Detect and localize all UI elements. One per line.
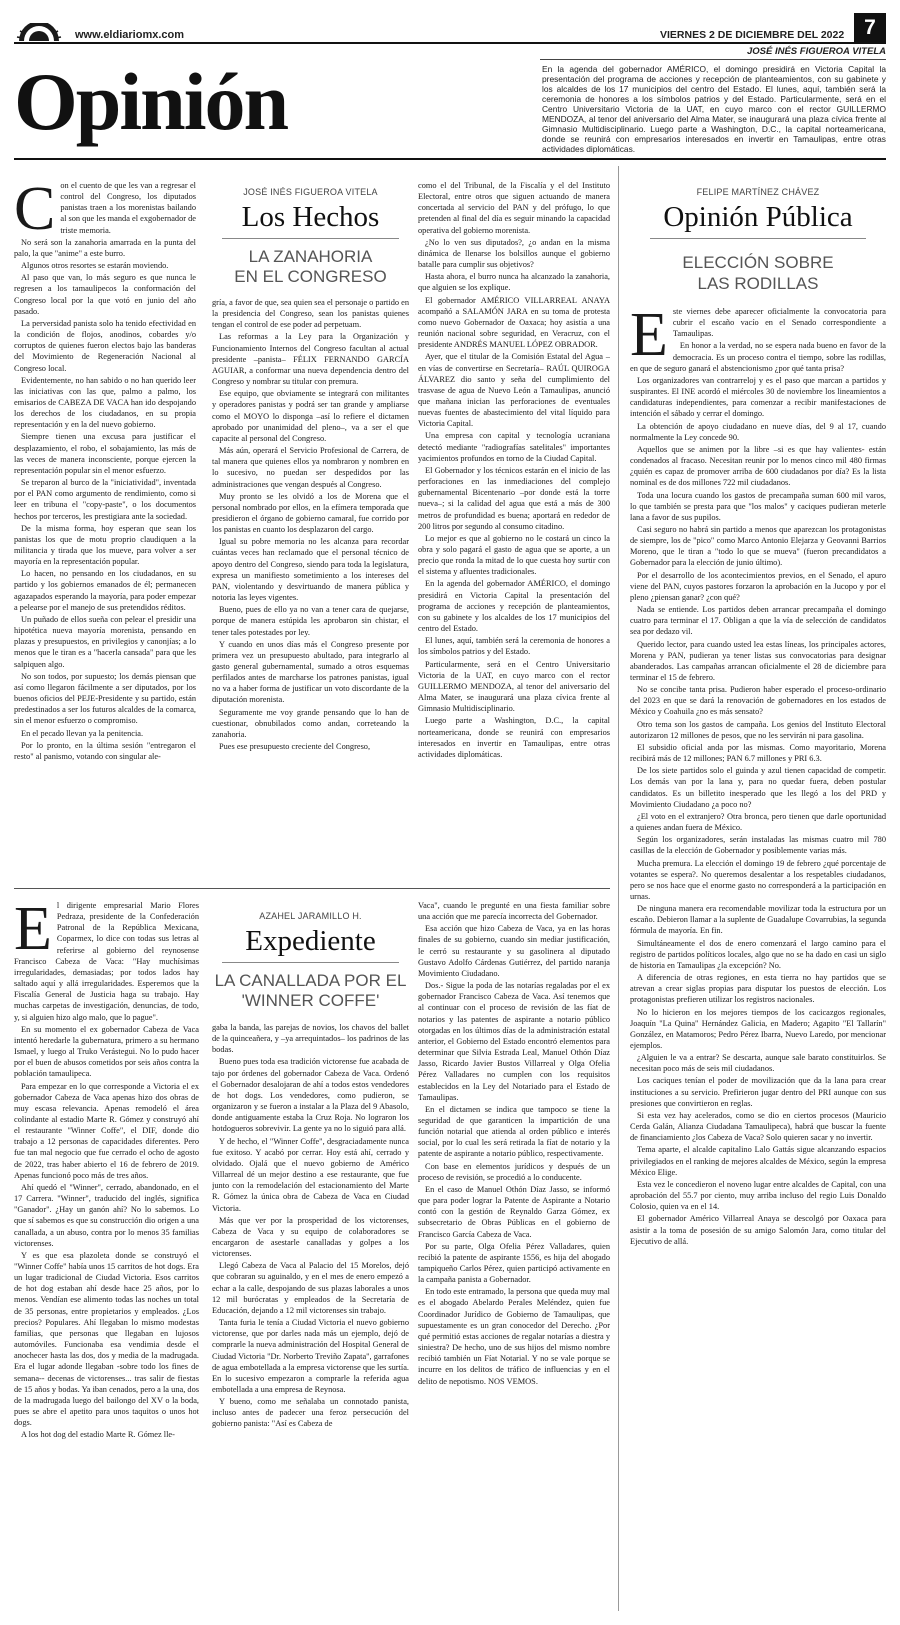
paragraph: Si esta vez hay acelerados, como se dio en ciertos procesos (Mauricio Cerda Galán, Alianza Ciudadana Tamaulipeca), habrá que buscar la fuente de financiamiento ¿los Cabeza de Vaca? Solo quieren sacar y no invertir. [630, 1110, 886, 1143]
los-hechos-author: JOSÉ INÉS FIGUEROA VITELA [243, 187, 378, 197]
paragraph: Lo hacen, no pensando en los ciudadanos, en su partido y los gobiernos emanados de él; permanecen agazapados esperando la mayoría, para poder empezar a pelearse por el manejo de sus pretendidos réditos. [14, 569, 196, 612]
paragraph: Aquellos que se animen por la libre –si es que hay valientes- están condenados al fracaso. Necesitan reunir por lo menos cinco mil 480 firmas ¿quién es capaz de promover arriba de 600 ciudadanos por día? Es la lista nominal es de dos millones 722 mil ciudadanos. [630, 444, 886, 488]
paragraph: En todo este entramado, la persona que queda muy mal es el abogado Abelardo Perales Meléndez, quien fue Coordinador Jurídico de Gobierno de Tamaulipas, que supuestamente es un gran conocedor del Derecho. ¿Por qué permitió estas acciones de regalar notarías a diestra y siniestra? De hecho, uno de sus hijos del mismo nombre recibió también un Fíat Notarial. Y no se vale porque se incurre en los delitos de tráfico de influencias y en el delito de nepotismo. NOS VEMOS. [418, 1287, 610, 1386]
paragraph: En la agenda del gobernador AMÉRICO, el domingo presidirá en Victoria Capital la presentación del programa de acciones y recepción de planteamientos, con su gabinete y los alcaldes de los 17 municipios del centro del Estado. [418, 579, 610, 634]
los-hechos-title-rule [222, 238, 399, 239]
los-hechos-col3 [418, 180, 610, 886]
expediente-subtitle-1: LA CANALLADA POR EL [214, 971, 407, 990]
paragraph: Y de hecho, el "Winner Coffe", desgraciadamente nunca fue exitoso. Y acabó por cerrar. Hoy está ahí, cerrado y olvidado. Ojalá que el nuevo gobierno de Américo Villarreal dé un mejor destino a ese restaurante, que fue junto con la remodelación del estacionamiento del Marte R. Gómez la única obra de Cabeza de Vaca en Ciudad Victoria. [212, 1136, 409, 1213]
paragraph: Siempre tienen una excusa para justificar el desplazamiento, el robo, el sobajamiento, las más de las veces de manera inconsciente, porque ejercen la representación popular sin el menor esfuerzo. [14, 432, 196, 475]
paragraph: En honor a la verdad, no se espera nada bueno en favor de la democracia. Es un proceso contra el tiempo, sobre las rodillas, en que de seguro ganará el abstencionismo ¿por qué tanta prisa? [630, 341, 886, 373]
paragraph: Los caciques tenían el poder de movilización que da la lana para crear instituciones a su servicio. Prefirieron jugar dentro del PRI aunque con sus presiones que convirtieron en reglas. [630, 1076, 886, 1108]
paragraph: A los hot dog del estadio Marte R. Gómez lle- [21, 1430, 175, 1440]
paragraph: Casi seguro no habrá sin partido a menos que aparezcan los protagonistas de siempre, los de "pico" como Marco Antonio Elejarza y Geovanni Barrios Moreno, que le tiran a "todo lo que se mueva" (fueron precandidatos a Gobernador para la elección de junio último). [630, 524, 886, 568]
paragraph: on el cuento de que les van a regresar el control del Congreso, los diputados panistas traen a los morenistas bailando al son que les manda el exgobernador de triste memoria. [60, 181, 196, 235]
paragraph: Para empezar en lo que corresponde a Victoria el ex gobernador Cabeza de Vaca apenas hizo dos obras de muy escasa relevancia. Apenas remodeló el área colindante al estadio Marte R. Gómez y construyó ahí el restaurante "Winner Coffe", el DIF, donde dio trabajo a 12 personas de capacidades diferentes. Pero fue tan mal negocio que fue cerrado el ocho de agosto de 2022, tras haber abierto el 16 de febrero de 2019. Apenas funcionó poco más de tres años. [14, 1081, 199, 1180]
paragraph: Se treparon al burco de la "iniciatividad", inventada por el PAN como argumento de rendimiento, como si leer en tribuna el "copy-paste", o los documentos hechos por terceros, les prestigiara ante la sociedad. [14, 478, 196, 521]
website-url[interactable]: www.eldiariomx.com [75, 29, 185, 41]
paragraph: Y bueno, como me señalaba un connotado panista, incluso antes de padecer una feroz persecución del gobierno panista: "Así es Cabeza de [212, 1397, 409, 1429]
paragraph: Ese equipo, que obviamente se integrará con militantes y operadores panistas y podrá ser tan grande y ampliarse como el MOYO lo disponga –así lo refiere el dictamen aprobado por unanimidad del pleno–, va a ser el que capacite al personal del Congreso. [212, 389, 409, 443]
masthead-rule [14, 158, 886, 160]
paragraph: Igual su pobre memoria no les alcanza para recordar cuántas veces han reclamado que el personal técnico de apoyo dentro del Congreso, siendo para toda la legislatura, expresa un manifiesto sometimiento a los intereses del PAN, violentando y desvirtuando de manera pública y notoria las leyes vigentes. [212, 537, 409, 603]
paragraph: Tema aparte, el alcalde capitalino Lalo Gattás sigue alcanzando espacios privilegiados en el ranking de mejores alcaldes de México, según la empresa México Elige. [630, 1145, 886, 1177]
paragraph: La perversidad panista solo ha tenido efectividad en la condición de flojos, anodinos, cobardes y/o corruptos de quienes fueron electos bajo las banderas del Movimiento de Regeneración Nacional al Congreso local. [14, 318, 196, 373]
paragraph: Querido lector, para cuando usted lea estas líneas, los principales actores, Morena y PAN, pudieran ya tener listas sus convocatorias para designar abanderados. Las campañas arrancan oficialmente el 28 de diciembre para terminar el 15 de febrero. [630, 639, 886, 682]
los-hechos-subtitle-2: EN EL CONGRESO [234, 267, 387, 286]
los-hechos-col2 [212, 297, 409, 886]
los-hechos-dropcap: C [14, 180, 56, 243]
paragraph: La obtención de apoyo ciudadano en nueve días, del 9 al 17, cuando normalmente la Ley concede 90. [630, 421, 886, 442]
publication-date: VIERNES 2 DE DICIEMBRE DEL 2022 [660, 29, 845, 41]
divider-vertical-left [618, 166, 619, 1611]
sun-logo-icon [16, 23, 62, 41]
paragraph: Evidentemente, no han sabido o no han querido leer las iniciativas con las que, palmo a palmo, los emisarios de CABEZA DE VACA han ido despojando los derechos de los ciudadanos, en su propia representación y en la del nuevo gobierno. [14, 375, 196, 430]
opinion-publica-subtitle-1: ELECCIÓN SOBRE [682, 253, 834, 272]
paragraph: El gobernador AMÉRICO VILLARREAL ANAYA acompañó a SALAMÓN JARA en su toma de protesta como nuevo Gobernador de Oaxaca; hoy asistía a una reunión nacional sobre seguridad, en Veracruz, con el presidente ANDRÉS MANUEL LÓPEZ OBRADOR. [418, 295, 610, 350]
paragraph: En el caso de Manuel Othón Díaz Jasso, se informó que para poder lograr la Patente de Aspirante a Notario contó con la gestión de Reynaldo Garza Gómez, ex subsecretario de Obras Públicas en el gobierno de Francisco García Cabeza de Vaca. [418, 1184, 610, 1239]
expediente-dropcap: E [14, 900, 52, 963]
los-hechos-col1 [14, 180, 196, 886]
opinion-publica-text [630, 306, 886, 1247]
divider-horizontal [14, 888, 610, 889]
paragraph: Llegó Cabeza de Vaca al Palacio del 15 Morelos, dejó que cobraran su aguinaldo, y en el mes de enero empezó a echar a la calle, despojando de sus plazas laborales a unos 12 mil burócratas y empleados de la Secretaría de Educación, dejando a 12 mil victorenses sin trabajo. [212, 1261, 409, 1315]
header-intro: En la agenda del gobernador AMÉRICO, el domingo presidirá en Victoria Capital la presentación del programa de acciones y recepción de planteamientos, con su gabinete y los alcaldes de los 17 municipios del centro del Estado. El lunes, aquí, también será la ceremonia de honores a los símbolos patrios y del Estado. Particularmente, será en el Centro Universitario Victoria de la UAT, en cuyo marco con el rector GUILLERMO MENDOZA, al tenor del aniversario del Alma Mater, se inaugurará una plaza cívica frente al Gimnasio Multidisciplinario. Luego parte a Washington, D.C., la capital norteamericana, donde se reunirá con empresarios interesados en invertir en Tamaulipas, entre otras actividades diplomáticas. [542, 64, 886, 154]
expediente-title: Expediente [245, 925, 376, 957]
expediente-subtitle-2: 'WINNER COFFE' [241, 991, 380, 1010]
paragraph: Tanta furia le tenía a Ciudad Victoria el nuevo gobierno victorense, que por darles nada más un ejemplo, dejó de comprarle la nueva administración del Hospital General de Ciudad Victoria "Dr. Norberto Treviño Zapata", garrafones de agua embotellada a la empresa victorense que les surtía. En lo sucesivo empezaron a comprarle la referida agua embotellada a una empresa de Reynosa. [212, 1318, 409, 1394]
paragraph: El lunes, aquí, también será la ceremonia de honores a los símbolos patrios y del Estado. [418, 636, 610, 657]
paragraph: Los organizadores van contrarreloj y es el paso que marcan a partidos y suspirantes. El INE acordó el miércoles 30 de noviembre los lineamientos a candidaturas independientes, para comenzar a recibir manifestaciones de intención el sábado y cerrar el domingo. [630, 375, 886, 419]
expediente-col1 [14, 900, 199, 1611]
paragraph: No será son la zanahoria amarrada en la punta del palo, la que "anime" a este burro. [14, 237, 196, 258]
paragraph: Un puñado de ellos sueña con pelear el presidir una hipotética nueva mayoría morenista, pensando en plazas y presupuestos, en privilegios y canonjías; a lo menos que le tiran es a "hacerla cansada" para que les salpiquen algo. [14, 614, 196, 669]
paragraph: Luego parte a Washington, D.C., la capital norteamericana, donde se reunirá con empresarios interesados en invertir en Tamaulipas, entre otras actividades diplomáticas. [418, 716, 610, 759]
paragraph: ¿El voto en el extranjero? Otra bronca, pero tienen que darle oportunidad a quienes andan fuera de México. [630, 811, 886, 833]
paragraph: ¿No lo ven sus diputados?, ¿o andan en la misma dinámica de llenarse los bolsillos aunque el gobierno batalle para cumplir sus objetivos? [418, 237, 610, 270]
paragraph: Algunos otros resortes se estarán moviendo. [21, 261, 169, 271]
paragraph: Esa acción que hizo Cabeza de Vaca, ya en las horas finales de su gobierno, cuando sin mediar justificación, le cerró su restaurante y su gasolinera al diputado Gustavo Adolfo Cárdenas Gutiérrez, del partido naranja Movimiento Ciudadano. [418, 924, 610, 978]
paragraph: De los siete partidos solo el guinda y azul tienen capacidad de competir. Los demás van por la lana y, para no quedar fuera, deben postular candidatos. Es un billetito inesperado que les llegó a los del PRD y Movimiento Ciudadano ¿a poco no? [630, 766, 886, 809]
paragraph: Según los organizadores, serán instaladas las mismas cuatro mil 780 casillas de la elección de Gobernador y posiblemente varias más. [630, 835, 886, 856]
paragraph: No son todos, por supuesto; los demás piensan que así como llegaron fácilmente a ser diputados, por los buenos oficios del PEJE-Presidente y su partido, están predestinados a ser los futuros alcaldes de la comarca, sin el menor esfuerzo o compromiso. [14, 671, 196, 726]
expediente-col3 [418, 900, 610, 1611]
paragraph: Bueno pues toda esa tradición victorense fue acabada de tajo por órdenes del gobernador Cabeza de Vaca. Ordenó el Gobernador desalojaran de ahí a todos estos vendedores de hot dogs. Los vendedores, como pudieron, se organizaron y se fueron a instalar a la Plaza del 9 Abasolo, donde antiguamente estaba la Cruz Roja. No lograron los hotdogueros sobrevivir. La gente ya no lo siguió para allá. [212, 1057, 409, 1134]
paragraph: Lo mejor es que al gobierno no le costará un cinco la obra y solo pagará el gasto de agua que se aporte, a un precio que ronda la mitad de lo que cuesta hoy surtir con el sistema y afluentes tradicionales. [418, 533, 610, 577]
paragraph: ste viernes debe aparecer oficialmente la convocatoria para cubrir el escaño vacío en el Senado correspondiente a Tamaulipas. [672, 307, 886, 339]
paragraph: ¿Alguien le va a entrar? Se descarta, aunque sale barato constituirlos. Se necesitan poco más de seis mil ciudadanos. [630, 1053, 886, 1074]
opinion-publica-author: FELIPE MARTÍNEZ CHÁVEZ [696, 187, 820, 197]
paragraph: Otro tema son los gastos de campaña. Los genios del Instituto Electoral autorizaron 12 millones de pesos, que no les servirán ni para gasolina. [630, 719, 886, 740]
paragraph: Por su parte, Olga Ofelia Pérez Valladares, quien recibió la patente de aspirante 1556, es hija del abogado tampiqueño Carlos Pérez, quien participó activamente en la campaña panista a Gobernador. [418, 1241, 610, 1285]
paragraph: Esta vez le concedieron el noveno lugar entre alcaldes de Capital, con una aprobación del 55.7 por ciento, muy arriba incluso del regio Luis Donaldo Colosio, quien va en el 14. [630, 1179, 886, 1212]
byline-rule [540, 59, 886, 60]
paragraph: En el pecado llevan ya la penitencia. [21, 728, 144, 738]
expediente-col2 [212, 1022, 409, 1611]
paragraph: Con base en elementos jurídicos y después de un proceso de revisión, se procedió a lo conducente. [418, 1161, 610, 1182]
paragraph: Ayer, que el titular de la Comisión Estatal del Agua –en vías de convertirse en Secretaría– RAÚL QUIROGA ÁLVAREZ dio santo y seña del cumplimiento del trasvase de agua de Nuevo León a Tamaulipas, anunció que mañana inician las perforaciones de eventuales nuevas fuentes de abastecimiento del vital líquido para Victoria Capital. [418, 352, 610, 429]
paragraph: A diferencia de otras regiones, en esta tierra no hay partidos que se atrevan a crear siglas propias para disputar los puestos de elección. Los protagonistas prefieren utilizar los registros nacionales. [630, 973, 886, 1005]
opinion-publica-title: Opinión Pública [663, 201, 853, 233]
paragraph: No se concibe tanta prisa. Pudieron haber esperado el proceso-ordinario del 2023 en que se dará la renovación de gobernadores en los estados de México y Coahuila ¿no es más sensato? [630, 685, 886, 717]
opinion-publica-body [630, 306, 886, 1611]
paragraph: Toda una locura cuando los gastos de precampaña suman 600 mil varos, lo que también se presta para que "los malos" y caciques pudieran meterle lana a favor de sus pupilos. [630, 490, 886, 522]
paragraph: Vaca", cuando le pregunté en una fiesta familiar sobre una acción que me parecía incorrecta del Gobernador. [418, 901, 610, 922]
paragraph: Por lo pronto, en la última sesión "entregaron el resto" al panismo, votando con singular ale- [14, 740, 196, 761]
paragraph: Más que ver por la prosperidad de los victorenses, Cabeza de Vaca y su equipo de colaboradores se encargaron de asestarle canalladas y golpes a los victorenses. [212, 1215, 409, 1259]
paragraph: En su momento el ex gobernador Cabeza de Vaca intentó heredarle la gubernatura, primero a su hermano Ismael, y luego al Truko Verástegui. No lo pudo hacer por el buen de abusos cometidos por seis años contra la población tamaulipeca. [14, 1024, 199, 1079]
paragraph: Ahí quedó el "Winner", cerrado, abandonado, en el 17 Carrera. "Winner", traducido del inglés, significa "Ganador". ¿Hay un ganón ahí? No lo sabemos. Lo que sí sabemos es que su construcción dio origen a una canallada, a un abuso, contra por lo menos 35 familias victorenses. [14, 1182, 199, 1248]
expediente-author: AZAHEL JARAMILLO H. [259, 911, 362, 921]
section-title: Opinión [14, 56, 288, 147]
paragraph: Nada se entiende. Los partidos deben arrancar precampaña el domingo cuatro para terminar el 17. Obligan a que la vía de selección de candidatos sea por dedazo vil. [630, 605, 886, 637]
paragraph: Por el desarrollo de los acontecimientos previos, en el Senado, el apuro viene del PAN, cuyos pastores forzaron la aprobación en la Jucopo y por el pleno ¿piensan ganar? ¿con qué? [630, 570, 886, 602]
opinion-publica-dropcap: E [630, 306, 668, 369]
paragraph: Una empresa con capital y tecnología ucraniana detectó mediante "radiografías satelitales" importantes yacimientos profundos en torno de la Ciudad Capital. [418, 431, 610, 463]
paragraph: l dirigente empresarial Mario Flores Pedraza, presidente de la Confederación Patronal de la República Mexicana, Coparmex, lo dice con todas sus letras al referirse al gobierno del reynosense Francisco Cabeza de Vaca: "Hay muchísimas irregularidades, demasiadas; por todos lados hay saltado aquí y allá irregularidades. Esperemos que la Fiscalía General de Justicia haga su trabajo. Hay muchas carpetas de investigación, denuncias, de todo, y, si alguien hizo algo malo, que lo pague". [14, 901, 199, 1022]
header-byline: JOSÉ INÉS FIGUEROA VITELA [746, 46, 886, 57]
paragraph: Seguramente me voy grande pensando que lo han de cuestionar, obnubilados como andan, correteando la zanahoria. [212, 707, 409, 739]
paragraph: El gobernador Américo Villarreal Anaya se descolgó por Oaxaca para asistir a la toma de posesión de su amigo Salomón Jara, como titular del Ejecutivo de allá. [630, 1214, 886, 1246]
paragraph: El subsidio oficial anda por las mismas. Como mayoritario, Morena recibirá más de 12 millones; PAN 6.7 millones y PRI 6.3. [630, 742, 886, 764]
paragraph: Hasta ahora, el burro nunca ha alcanzado la zanahoria, que alguien se los explique. [418, 272, 610, 293]
paragraph: Dos.- Sigue la poda de las notarías regaladas por el ex gobernador Francisco Cabeza de Vaca. Así tenemos que al continuar con el proceso de revisión de las fíat de notarios y las patentes de aspirante a notario público otorgadas en los últimos días de la administración estatal anterior, el Gobierno del Estado encontró elementos para determinar que Silvia Estrada Leal, Manuel Othón Díaz Jasso, Ricardo Javier Bustos Villarreal y Olga Ofelia Pérez Valladares no cumplen con los requisitos establecidos en la Ley del Notariado para el Estado de Tamaulipas. [418, 981, 610, 1102]
los-hechos-subtitle-1: LA ZANAHORIA [248, 247, 373, 266]
header-rule [14, 42, 886, 44]
paragraph: Al paso que van, lo más seguro es que nunca le regresen a los tamaulipecos la conformación del Congreso local por la que votó en junio del año pasado. [14, 273, 196, 316]
paragraph: Bueno, pues de ello ya no van a tener cara de quejarse, porque de manera estúpida les aprobaron sin chistar, el tener tales potestades por ley. [212, 605, 409, 637]
page-number: 7 [864, 16, 876, 39]
paragraph: Simultáneamente el dos de enero comenzará el largo camino para el registro de partidos políticos locales, algo que no se ha dado en casi un siglo de historia en Tamaulipas ¿la excepción? No. [630, 938, 886, 970]
paragraph: De ninguna manera era recomendable movilizar toda la estructura por un escaño. Debieron llamar a la suplente de Guadalupe Covarrubias, la segunda fórmula de mayoría. En fin. [630, 904, 886, 936]
paragraph: gaba la banda, las parejas de novios, los chavos del ballet de la quinceañera, y –ya arrequintados– los padrinos de las bodas. [212, 1023, 409, 1055]
paragraph: Particularmente, será en el Centro Universitario Victoria de la UAT, en cuyo marco con el rector GUILLERMO MENDOZA, al tenor del aniversario del Alma Mater, se inaugurará una plaza cívica frente al Gimnasio Multidisciplinario. [418, 659, 610, 714]
paragraph: Muy pronto se les olvidó a los de Morena que el personal nombrado por ellos, en la efímera temporada que presidieron el órgano de gobierno camaral, fue corrido por los panistas en cuanto los desplazaron del cargo. [212, 491, 409, 535]
paragraph: No lo hicieron en los mejores tiempos de los cacicazgos regionales, Joaquín "La Quina" Hernández Galicia, en Madero; Agapito "El Tallarín" González, en Matamoros; Pedro Pérez Ibarra, Nuevo Laredo, por mencionar ejemplos. [630, 1007, 886, 1050]
paragraph: Y cuando en unos días más el Congreso presente por primera vez un presupuesto abultado, para integrarlo al gasto general gubernamental, sumado a otros esquemas perfilados antes de marcharse los patrones panistas, igual no va a haber forma de justificar un voto discordante de la diputación morenista. [212, 639, 409, 705]
paragraph: como el del Tribunal, de la Fiscalía y el del Instituto Electoral, entre otros que siguen actuando de manera concertada al servicio del PAN y del prófugo, lo que pretenden al final del día es seguir minando la capacidad operativa del gobierno morenista. [418, 181, 610, 235]
paragraph: De la misma forma, hoy esperan que sean los panistas los que de motu proprio claudiquen a la militancia y tirada que los mueve, para volver a ser mayoría en la representación popular. [14, 523, 196, 567]
paragraph: gría, a favor de que, sea quien sea el personaje o partido en la presidencia del Congreso, sean los panistas quienes tengan el control de ese poder ad perpetuam. [212, 298, 409, 330]
paragraph: El Gobernador y los técnicos estarán en el inicio de las perforaciones en las inmediaciones del complejo gubernamental Bicentenario –por donde está la torre nueva–; si la calidad del agua que está a más de 300 metros de profundidad es buena; aportará en rededor de 200 litros por segundo al consumo citadino. [418, 465, 610, 531]
paragraph: Pues ese presupuesto creciente del Congreso, [219, 742, 371, 752]
los-hechos-title: Los Hechos [241, 201, 380, 233]
expediente-col1-text [14, 900, 199, 1441]
opinion-publica-title-rule [650, 238, 866, 239]
paragraph: Mucha premura. La elección el domingo 19 de febrero ¿qué porcentaje de votantes se espera?. No queremos desalentar a los respetables ciudadanos, pero se nos hace que el enorme gasto no corresponderá a la participación en urnas. [630, 858, 886, 901]
los-hechos-col1-text [14, 180, 196, 762]
paragraph: Y es que esa plazoleta donde se construyó el "Winner Coffe" había unos 15 carritos de hot dogs. Era un lugar tradicional de Ciudad Victoria. Esos carritos de hot dog estaban ahí desde hace 25 años, por lo menos. Vendían ese alimento todas las noches un total de 35 personas, entre propietarios y empleados. ¿Los precios? Populares. Ahí llegaban lo mismo modestas familias, que personas que llegaban en lujosos automóviles. Funcionaba esa vendimia desde el anochecer hasta las dos, dos y media de la madrugada. Era el lugar adonde llegaban -sobre todo los fines de semana-- decenas de victorenses... tras salir de fiestas de 15 años y bodas. Ya iban cenados, pero a la una, dos de la madrugada luego del bailongo del XV o la boda, pues se abre el apetito para unos taquitos o unos hot dogs. [14, 1250, 199, 1428]
paragraph: Las reformas a la Ley para la Organización y Funcionamiento Internos del Congreso facultan al actual presidente –panista– FÉLIX FERNANDO GARCÍA AGUIAR, a conformar una nueva dependencia dentro del Congreso y nombrar su titular con premura. [212, 332, 409, 387]
paragraph: Más aún, operará el Servicio Profesional de Carrera, de tal manera que quienes ellos ya nombraron y nombren en lo sucesivo, no puedan ser despedidos por las administraciones que vengan después al Congreso. [212, 446, 409, 489]
opinion-publica-subtitle-2: LAS RODILLAS [697, 274, 819, 293]
expediente-title-rule [222, 962, 399, 963]
paragraph: En el dictamen se indica que tampoco se tiene la seguridad de que garanticen la impartición de una función notarial que atienda al orden público e interés social, por lo cual les será retirada la fíat de notario y la patente de aspirante a notario público, respectivamente. [418, 1104, 610, 1159]
